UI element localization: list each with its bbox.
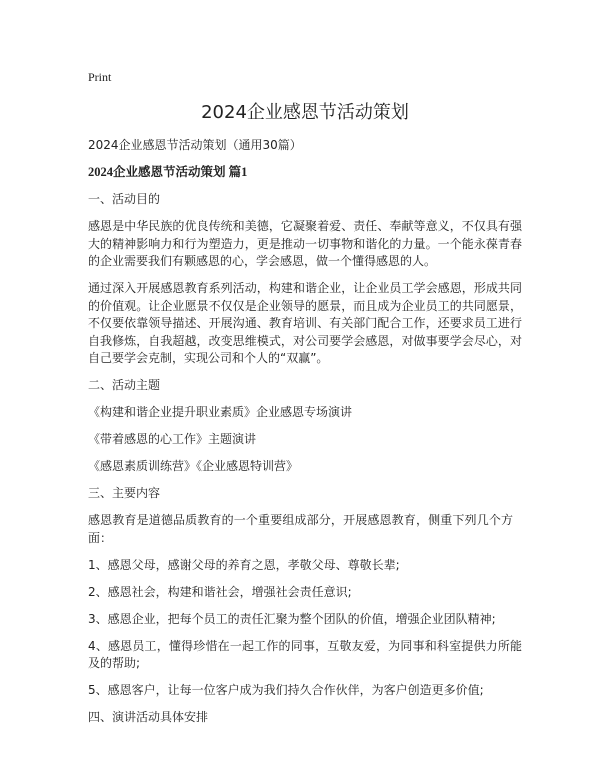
list-item: 5、感恩客户，让每一位客户成为我们持久合作伙伴，为客户创造更多价值; [88,683,484,697]
theme-item: 《带着感恩的心工作》主题演讲 [88,432,257,446]
list-item: 1、感恩父母，感谢父母的养育之恩，孝敬父母、尊敬长辈; [88,557,400,572]
paragraph: 感恩是中华民族的优良传统和美德，它凝聚着爱、责任、奉献等意义，不仅具有强大的精神影响力和行为塑造力，更是推动一切事物和谐化的力量。一个能永葆青春的企业需要我们有颗感恩的心，学会感恩，做一个懂得感恩的人。 [88,219,522,268]
print-link[interactable]: Print [88,70,112,84]
theme-item: 《感恩素质训练营》《企业感恩特训营》 [88,459,299,473]
list-item: 2、感恩社会，构建和谐社会，增强社会责任意识; [88,584,352,599]
list-item: 4、感恩员工，懂得珍惜在一起工作的同事，互敬友爱，为同事和科室提供力所能及的帮助; [88,638,522,670]
list-item: 3、感恩企业，把每个员工的责任汇聚为整个团队的价值，增强企业团队精神; [88,611,496,626]
article-heading: 2024企业感恩节活动策划 篇1 [88,165,248,179]
section-heading: 一、活动目的 [88,192,161,206]
theme-item: 《构建和谐企业提升职业素质》企业感恩专场演讲 [88,405,353,419]
document-page [88,70,522,736]
section-heading: 四、演讲活动具体安排 [88,710,209,724]
paragraph: 通过深入开展感恩教育系列活动，构建和谐企业，让企业员工学会感恩，形成共同的价值观。让企业愿景不仅仅是企业领导的愿景，而且成为企业员工的共同愿景，不仅要依靠领导描述、开展沟通、教育培训、有关部门配合工作，还要求员工进行自我修炼，自我超越，改变思维模式，对公司要学会感恩，对做事要学会尽心，对自己要学会克制，实现公司和个人的“双赢”。 [88,281,522,365]
section-heading: 三、主要内容 [88,486,161,500]
paragraph: 感恩教育是道德品质教育的一个重要组成部分，开展感恩教育，侧重下列几个方面： [88,513,513,545]
document-title: 2024企业感恩节活动策划 [201,102,409,123]
subtitle: 2024企业感恩节活动策划（通用30篇） [88,138,302,152]
section-heading: 二、活动主题 [88,378,161,392]
